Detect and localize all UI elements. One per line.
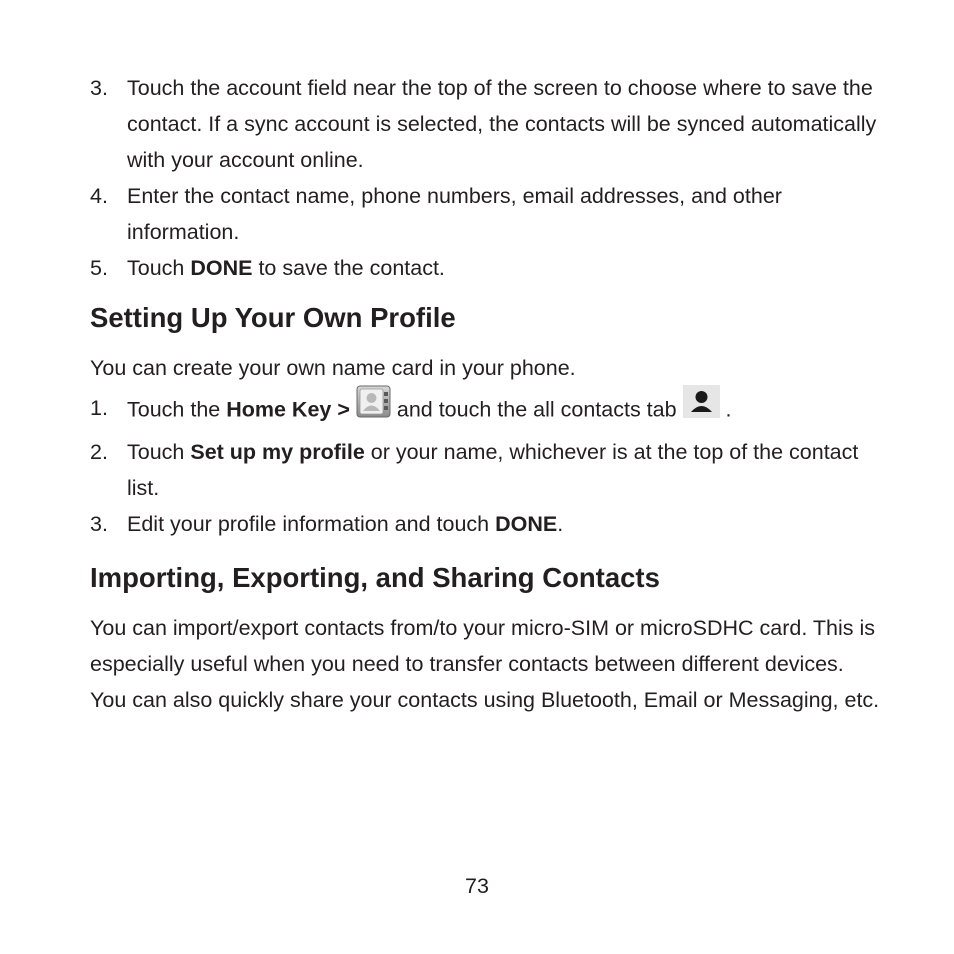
step-number: 4. <box>90 184 108 208</box>
list-item <box>90 70 880 178</box>
step-text: Enter the contact name, phone numbers, email addresses, and other information. <box>127 184 782 244</box>
list-item <box>90 434 880 506</box>
step-text-pre: Touch <box>127 256 191 280</box>
section-heading-import: Importing, Exporting, and Sharing Contacts <box>90 562 660 593</box>
contacts-app-icon <box>356 385 391 431</box>
steps-list-contact <box>90 70 880 286</box>
step-text-bold: Set up my profile <box>190 440 365 464</box>
step-text-bold: Home Key > <box>226 397 350 422</box>
step-text-post: . <box>719 397 732 422</box>
step-text-pre: Touch <box>127 440 191 464</box>
step-number: 3. <box>90 512 108 536</box>
step-text-bold: DONE <box>190 256 253 280</box>
page-number: 73 <box>465 874 489 898</box>
list-item <box>90 178 880 250</box>
step-text-pre: Touch the <box>127 397 227 422</box>
step-number: 2. <box>90 440 108 464</box>
manual-page <box>90 70 880 718</box>
steps-list-profile <box>90 388 880 542</box>
step-text-post: . <box>557 512 564 536</box>
step-number: 5. <box>90 256 108 280</box>
step-text-pre: Edit your profile information and touch <box>127 512 496 536</box>
list-item <box>90 506 880 542</box>
person-tab-icon <box>683 385 720 431</box>
section-body-import: You can import/export contacts from/to your micro-SIM or microSDHC card. This is especially useful when you need to transfer contacts between different devices. You can also quickly share your contacts using Bluetooth, Email or Messaging, etc. <box>90 616 880 712</box>
list-item <box>90 388 880 434</box>
step-text: Touch the account field near the top of the screen to choose where to save the contact. If a sync account is selected, the contacts will be synced automatically with your account online. <box>127 76 877 172</box>
list-item <box>90 250 880 286</box>
step-text-post: to save the contact. <box>252 256 445 280</box>
step-text-bold: DONE <box>495 512 558 536</box>
step-text-mid: and touch the all contacts tab <box>390 397 677 422</box>
section-heading-profile: Setting Up Your Own Profile <box>90 302 456 333</box>
step-text-post: or your name, whichever is at the top of the contact list. <box>127 440 859 500</box>
step-number: 3. <box>90 76 108 100</box>
section-intro-profile: You can create your own name card in your phone. <box>90 356 576 380</box>
step-number: 1. <box>90 396 108 420</box>
